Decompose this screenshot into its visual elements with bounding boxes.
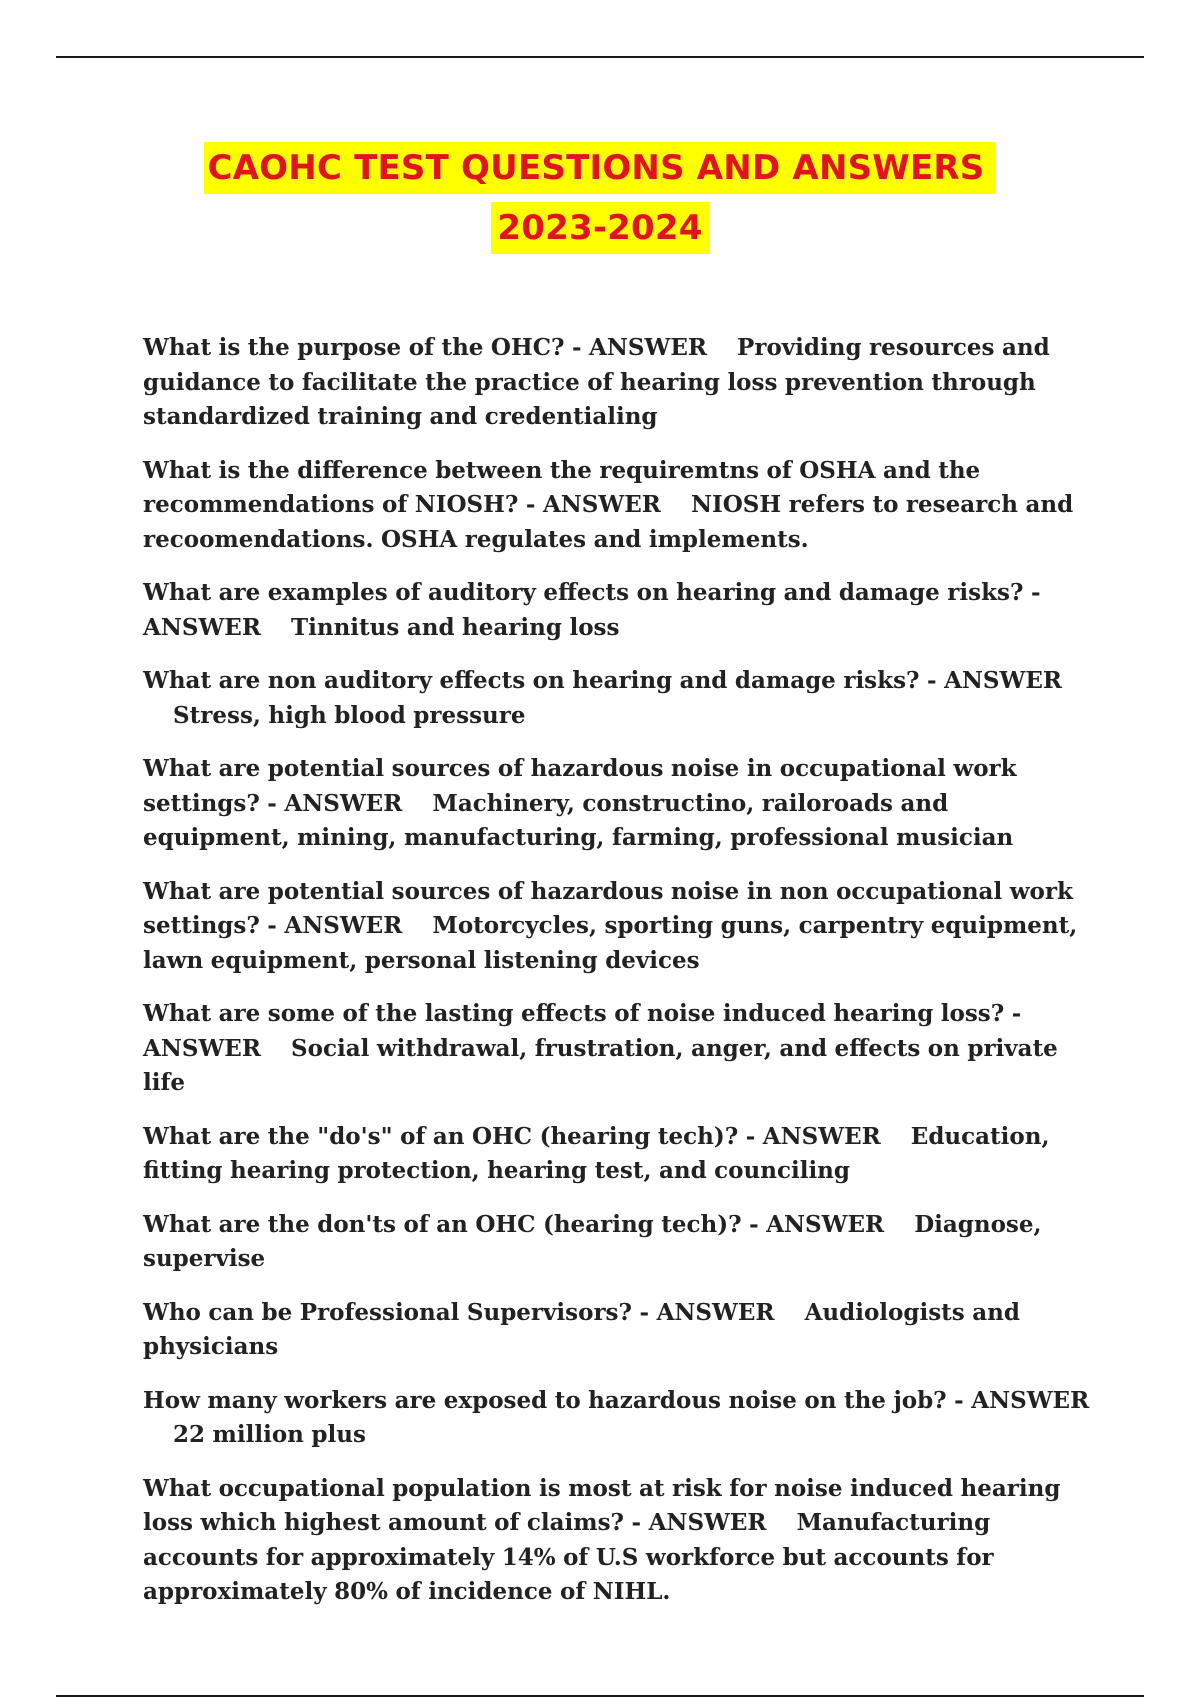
qa-item: [143, 1472, 1093, 1610]
answer-label: ANSWER: [766, 1210, 885, 1238]
qa-item: [143, 576, 1093, 645]
answer-label: ANSWER: [143, 1034, 261, 1062]
question-text: What are the don'ts of an OHC (hearing tech)? -: [143, 1210, 759, 1238]
answer-text: Stress, high blood pressure: [173, 701, 526, 729]
question-text: What are potential sources of hazardous noise in non occupational work settings? -: [143, 877, 1073, 939]
question-text: What are some of the lasting effects of noise induced hearing loss? -: [143, 1000, 1022, 1027]
answer-label: ANSWER: [944, 667, 1063, 694]
top-rule: [56, 56, 1144, 58]
qa-item: [143, 331, 1093, 435]
bottom-rule: [56, 1695, 1144, 1697]
answer-label: ANSWER: [284, 789, 403, 817]
question-text: What are the "do's" of an OHC (hearing tech)? -: [143, 1122, 756, 1150]
answer-label: ANSWER: [542, 491, 661, 518]
answer-text: Motorcycles, sporting guns, carpentry equipment, lawn equipment, personal listening devices: [143, 912, 1078, 974]
question-text: What are examples of auditory effects on hearing and damage risks? -: [143, 579, 1041, 606]
qa-list: [143, 331, 1093, 1629]
answer-text: Manufacturing accounts for approximately 14% of U.S workforce but accounts for approximately 80% of incidence of NIHL.: [143, 1509, 994, 1605]
answer-text: Diagnose, supervise: [143, 1210, 1042, 1272]
answer-text: Social withdrawal, frustration, anger, and effects on private life: [143, 1034, 1058, 1096]
qa-item: [143, 1384, 1093, 1453]
answer-label: ANSWER: [971, 1386, 1090, 1414]
answer-text: Providing resources and guidance to facilitate the practice of hearing loss prevention through standardized training and credentialing: [143, 334, 1050, 430]
question-text: What is the difference between the requiremtns of OSHA and the recommendations of NIOSH? -: [143, 456, 981, 518]
qa-item: [143, 1208, 1093, 1277]
qa-item: [143, 997, 1093, 1101]
answer-label: ANSWER: [656, 1298, 775, 1326]
answer-label: ANSWER: [284, 912, 403, 939]
title-line-2: 2023-2024: [491, 202, 708, 254]
answer-text: Audiologists and physicians: [143, 1298, 1020, 1360]
answer-text: Tinnitus and hearing loss: [291, 613, 620, 641]
answer-label: ANSWER: [143, 613, 261, 641]
answer-text: 22 million plus: [173, 1421, 366, 1448]
qa-item: [143, 875, 1093, 979]
qa-item: [143, 1296, 1093, 1365]
answer-text: Education, fitting hearing protection, hearing test, and counciling: [143, 1122, 1050, 1184]
qa-item: [143, 752, 1093, 856]
answer-label: ANSWER: [762, 1122, 881, 1150]
question-text: What are potential sources of hazardous noise in occupational work settings? -: [143, 755, 1017, 817]
title-line-1: CAOHC TEST QUESTIONS AND ANSWERS: [204, 142, 997, 194]
qa-item: [143, 454, 1093, 558]
qa-item: [143, 1120, 1093, 1189]
question-text: What occupational population is most at risk for noise induced hearing loss which highest amount of claims? -: [143, 1474, 1061, 1536]
answer-label: ANSWER: [648, 1509, 767, 1536]
answer-text: NIOSH refers to research and recoomendations. OSHA regulates and implements.: [143, 491, 1074, 553]
answer-text: Machinery, constructino, railoroads and equipment, mining, manufacturing, farming, professional musician: [143, 789, 1014, 851]
answer-label: ANSWER: [589, 334, 708, 361]
question-text: Who can be Professional Supervisors? -: [143, 1298, 650, 1326]
question-text: How many workers are exposed to hazardous noise on the job? -: [143, 1386, 964, 1414]
document-title: [0, 142, 1200, 254]
question-text: What is the purpose of the OHC? -: [143, 334, 582, 361]
qa-item: [143, 664, 1093, 733]
question-text: What are non auditory effects on hearing and damage risks? -: [143, 667, 937, 694]
